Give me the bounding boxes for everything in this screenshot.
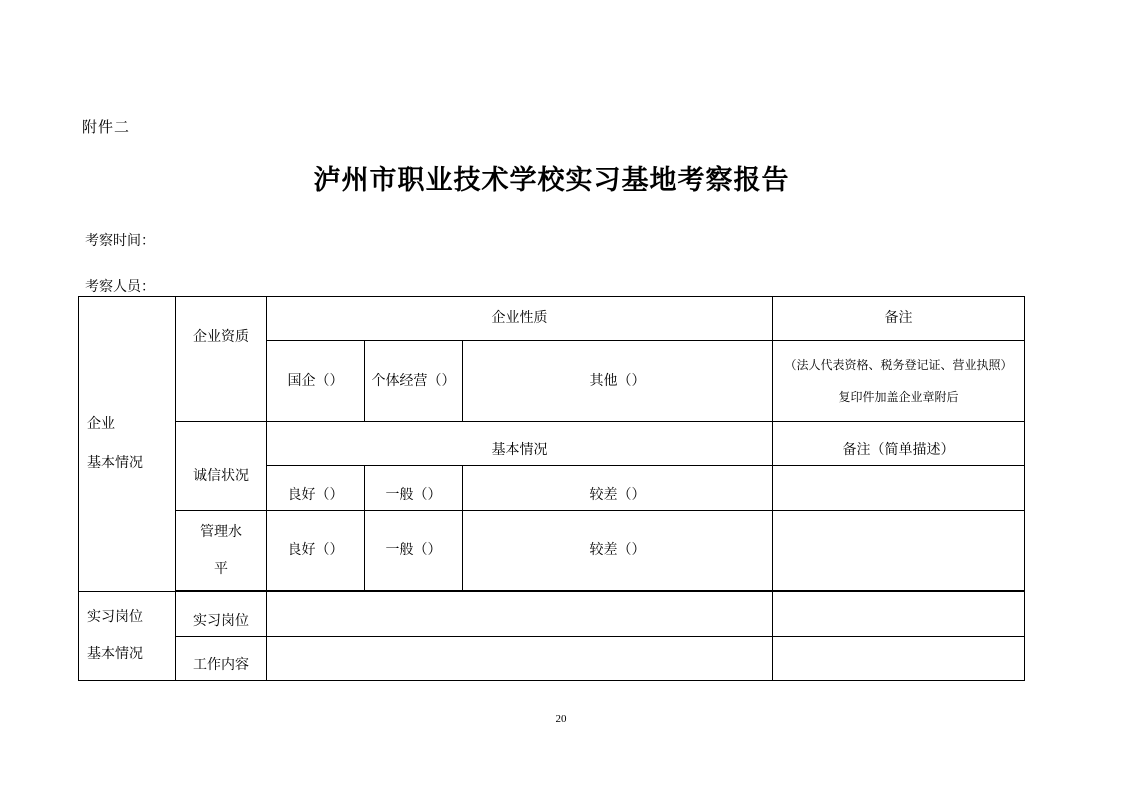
qualification-note-header: 备注 (773, 297, 1025, 341)
internship-post-value (267, 592, 773, 637)
qualification-note: （法人代表资格、税务登记证、营业执照） 复印件加盖企业章附后 (773, 341, 1025, 422)
integrity-good: 良好（） (267, 466, 365, 511)
nature-header: 企业性质 (267, 297, 773, 341)
section-enterprise-basic: 企业 基本情况 (79, 297, 176, 592)
internship-post-note (773, 592, 1025, 637)
management-label: 管理水 平 (176, 511, 267, 591)
section-internship-basic: 实习岗位 基本情况 (79, 592, 176, 681)
management-average: 一般（） (365, 511, 463, 591)
integrity-poor: 较差（） (463, 466, 773, 511)
qualification-label: 企业资质 (176, 297, 267, 422)
situation-header: 基本情况 (267, 422, 773, 466)
integrity-label: 诚信状况 (176, 422, 267, 511)
option-state-owned: 国企（） (267, 341, 365, 422)
integrity-average: 一般（） (365, 466, 463, 511)
management-good: 良好（） (267, 511, 365, 591)
report-table (78, 296, 1025, 681)
internship-post-label: 实习岗位 (176, 592, 267, 637)
inspect-time-label: 考察时间： (85, 233, 155, 249)
inspectors-label: 考察人员： (85, 279, 155, 295)
work-content-label: 工作内容 (176, 637, 267, 681)
work-content-value (267, 637, 773, 681)
attachment-label: 附件二 (82, 118, 131, 136)
page-number: 20 (555, 713, 567, 725)
management-poor: 较差（） (463, 511, 773, 591)
management-note-cell (773, 511, 1025, 591)
page-title: 泸州市职业技术学校实习基地考察报告 (313, 165, 790, 196)
work-content-note (773, 637, 1025, 681)
option-other: 其他（） (463, 341, 773, 422)
integrity-note-cell (773, 466, 1025, 511)
option-individual: 个体经营（） (365, 341, 463, 422)
integrity-note-header: 备注（简单描述） (773, 422, 1025, 466)
